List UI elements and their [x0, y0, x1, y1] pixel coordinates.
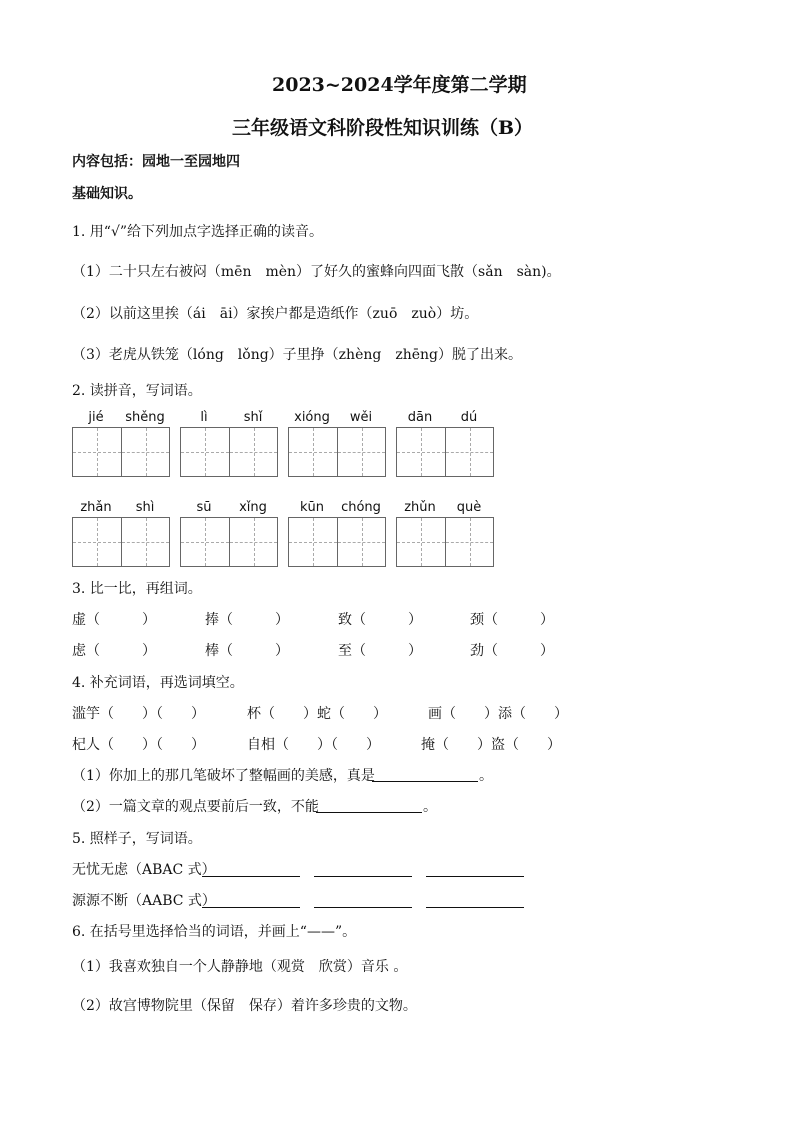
pinyin-label: xǐng [239, 500, 267, 515]
q4-idiom: 掩（ ）盗（ ） [421, 737, 561, 753]
writing-grid[interactable] [72, 517, 170, 567]
q1-item-2: （2）以前这里挨（ái āi）家挨户都是造纸作（zuō zuò）坊。 [72, 306, 479, 322]
pinyin-label: què [456, 500, 482, 515]
pinyin-label: shǐ [243, 410, 263, 425]
q6-stem: 6. 在括号里选择恰当的词语，并画上“——”。 [72, 924, 357, 940]
q4-stem: 4. 补充词语，再选词填空。 [72, 675, 244, 691]
pinyin-label: lì [200, 410, 208, 425]
q4-idiom: 杞人（ ）（ ） [72, 737, 205, 753]
q4-idiom: 滥竽（ ）（ ） [72, 706, 205, 722]
title-line-1: 2023~2024学年度第二学期 [272, 74, 527, 96]
writing-grid[interactable] [72, 427, 170, 477]
q3-item: 劲（ ） [470, 643, 554, 659]
answer-blank[interactable] [426, 906, 524, 908]
content-scope: 内容包括：园地一至园地四 [72, 154, 240, 170]
q1-item-3: （3）老虎从铁笼（lóng lǒng）子里挣（zhèng zhēng）脱了出来。 [72, 347, 522, 363]
pinyin-label: xióng [294, 410, 330, 425]
q5-stem: 5. 照样子，写词语。 [72, 831, 202, 847]
q1-item-1: （1）二十只左右被闷（mēn mèn）了好久的蜜蜂向四面飞散（sǎn sàn)。 [72, 264, 561, 280]
pinyin-label: dān [407, 410, 433, 425]
q4-fill-2-end: 。 [423, 799, 437, 815]
q3-item: 致（ ） [338, 612, 422, 628]
q1-stem: 1. 用“√”给下列加点字选择正确的读音。 [72, 224, 324, 240]
q4-fill-2: （2）一篇文章的观点要前后一致，不能 [72, 799, 319, 815]
writing-grid[interactable] [288, 427, 386, 477]
writing-grid[interactable] [180, 517, 278, 567]
q5-example-2: 源源不断（AABC 式） [72, 893, 216, 909]
writing-grid[interactable] [180, 427, 278, 477]
q6-item-2: （2）故宫博物院里（保留 保存）着许多珍贵的文物。 [72, 998, 417, 1014]
answer-blank[interactable] [314, 875, 412, 877]
writing-grid[interactable] [288, 517, 386, 567]
q4-idiom: 杯（ ）蛇（ ） [247, 706, 387, 722]
q3-item: 捧（ ） [205, 612, 289, 628]
pinyin-label: shì [135, 500, 155, 515]
pinyin-label: dú [460, 410, 478, 425]
q3-item: 虚（ ） [72, 612, 156, 628]
pinyin-label: zhǎn [80, 500, 112, 515]
answer-blank[interactable] [202, 906, 300, 908]
q4-fill-1: （1）你加上的那几笔破坏了整幅画的美感，真是 [72, 768, 375, 784]
q3-item: 至（ ） [338, 643, 422, 659]
answer-blank[interactable] [202, 875, 300, 877]
pinyin-label: wěi [349, 410, 373, 425]
pinyin-label: zhǔn [404, 500, 436, 515]
pinyin-label: shěng [125, 410, 165, 425]
q3-stem: 3. 比一比，再组词。 [72, 581, 202, 597]
q4-fill-1-end: 。 [479, 768, 493, 784]
title-line-2: 三年级语文科阶段性知识训练（B） [232, 117, 534, 139]
answer-blank[interactable] [316, 811, 422, 813]
pinyin-label: kūn [299, 500, 324, 515]
answer-blank[interactable] [426, 875, 524, 877]
q3-item: 虑（ ） [72, 643, 156, 659]
q3-item: 棒（ ） [205, 643, 289, 659]
pinyin-label: sū [196, 500, 212, 515]
q3-item: 颈（ ） [470, 612, 554, 628]
answer-blank[interactable] [372, 780, 478, 782]
q4-idiom: 画（ ）添（ ） [428, 706, 568, 722]
q4-idiom: 自相（ ）（ ） [247, 737, 380, 753]
q2-stem: 2. 读拼音，写词语。 [72, 383, 202, 399]
section-heading: 基础知识。 [72, 186, 142, 202]
answer-blank[interactable] [314, 906, 412, 908]
writing-grid[interactable] [396, 517, 494, 567]
q5-example-1: 无忧无虑（ABAC 式） [72, 862, 216, 878]
pinyin-label: jié [88, 410, 104, 425]
q6-item-1: （1）我喜欢独自一个人静静地（观赏 欣赏）音乐 。 [72, 959, 408, 975]
writing-grid[interactable] [396, 427, 494, 477]
pinyin-label: chóng [341, 500, 381, 515]
